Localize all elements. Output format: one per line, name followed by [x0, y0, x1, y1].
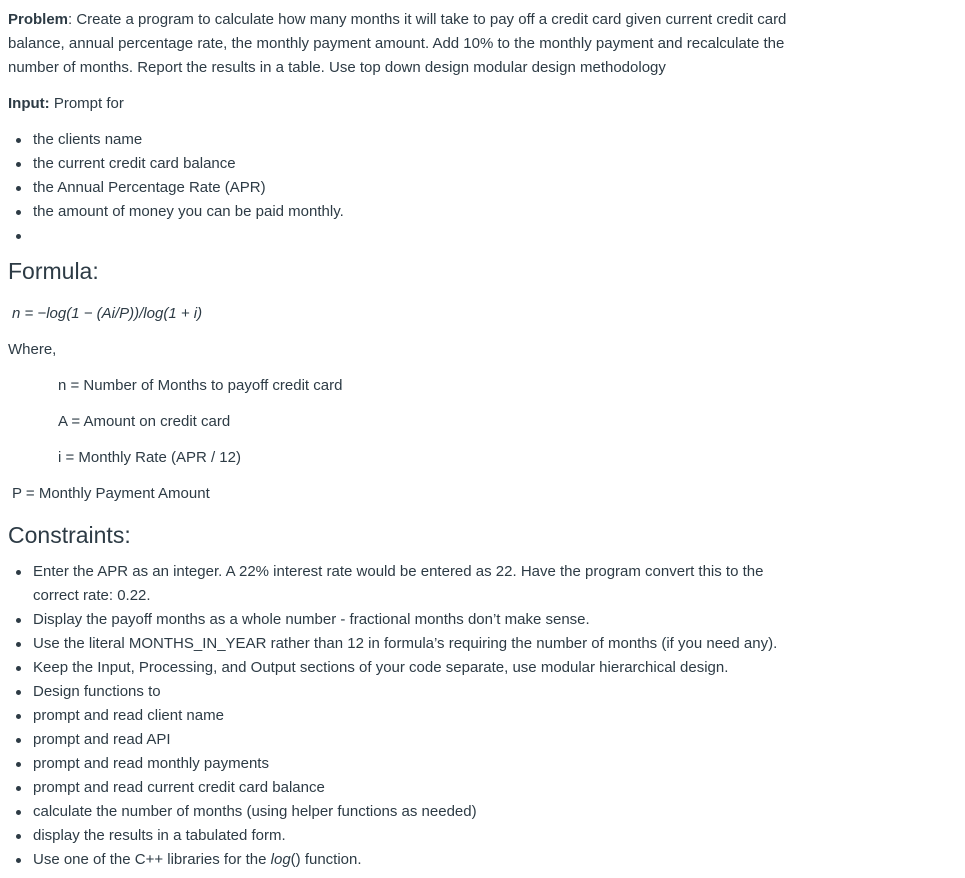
input-list	[8, 128, 908, 248]
problem-label: Problem	[8, 11, 69, 28]
constraint-design-functions: Design functions to	[8, 680, 908, 704]
input-label: Input:	[8, 95, 50, 112]
constraint-log-library	[8, 848, 908, 872]
log-library-function: log	[270, 851, 291, 868]
constraints-list	[8, 560, 908, 872]
constraint-months-literal: Use the literal MONTHS_IN_YEAR rather than 12 in formula’s requiring the number of months (if you need any).	[8, 632, 908, 656]
constraint-read-api: prompt and read API	[8, 728, 908, 752]
constraints-heading: Constraints:	[8, 522, 131, 548]
problem-text: : Create a program to calculate how many months it will take to pay off a credit card given current credit card balance, annual percentage rate, the monthly payment amount. Add 10% to the monthly payment and recalculate the number of months. Report the results in a table. Use top down design modular design methodology	[8, 11, 787, 76]
problem-paragraph	[8, 8, 838, 80]
constraint-read-monthly-payments: prompt and read monthly payments	[8, 752, 908, 776]
input-item-balance: the current credit card balance	[8, 152, 908, 176]
formula-expression	[12, 302, 202, 326]
input-item-apr: the Annual Percentage Rate (APR)	[8, 176, 908, 200]
constraint-calculate-months: calculate the number of months (using helper functions as needed)	[8, 800, 908, 824]
log-library-after: () function.	[290, 851, 362, 868]
input-item-monthly-payment: the amount of money you can be paid monthly.	[8, 200, 908, 224]
formula-expression-text: n = −log(1 − (Ai/P))/log(1 + i)	[12, 305, 203, 322]
input-paragraph	[8, 92, 838, 116]
log-library-before: Use one of the C++ libraries for the	[33, 851, 271, 868]
definition-a: A = Amount on credit card	[58, 413, 231, 430]
constraint-read-client-name: prompt and read client name	[8, 704, 908, 728]
formula-heading: Formula:	[8, 258, 99, 284]
input-item-client-name: the clients name	[8, 128, 908, 152]
definition-p: P = Monthly Payment Amount	[12, 485, 210, 502]
input-item-empty	[8, 224, 908, 248]
formula-where: Where,	[8, 341, 57, 358]
constraint-read-balance: prompt and read current credit card balance	[8, 776, 908, 800]
constraint-display-table: display the results in a tabulated form.	[8, 824, 908, 848]
input-text: Prompt for	[49, 95, 124, 112]
definition-i: i = Monthly Rate (APR / 12)	[58, 449, 241, 466]
constraint-separate-sections: Keep the Input, Processing, and Output sections of your code separate, use modular hierarchical design.	[8, 656, 908, 680]
definition-n: n = Number of Months to payoff credit card	[58, 377, 343, 394]
constraint-apr-integer: Enter the APR as an integer. A 22% interest rate would be entered as 22. Have the program convert this to the correct rate: 0.22.	[8, 560, 813, 608]
constraint-whole-months: Display the payoff months as a whole number - fractional months don’t make sense.	[8, 608, 908, 632]
